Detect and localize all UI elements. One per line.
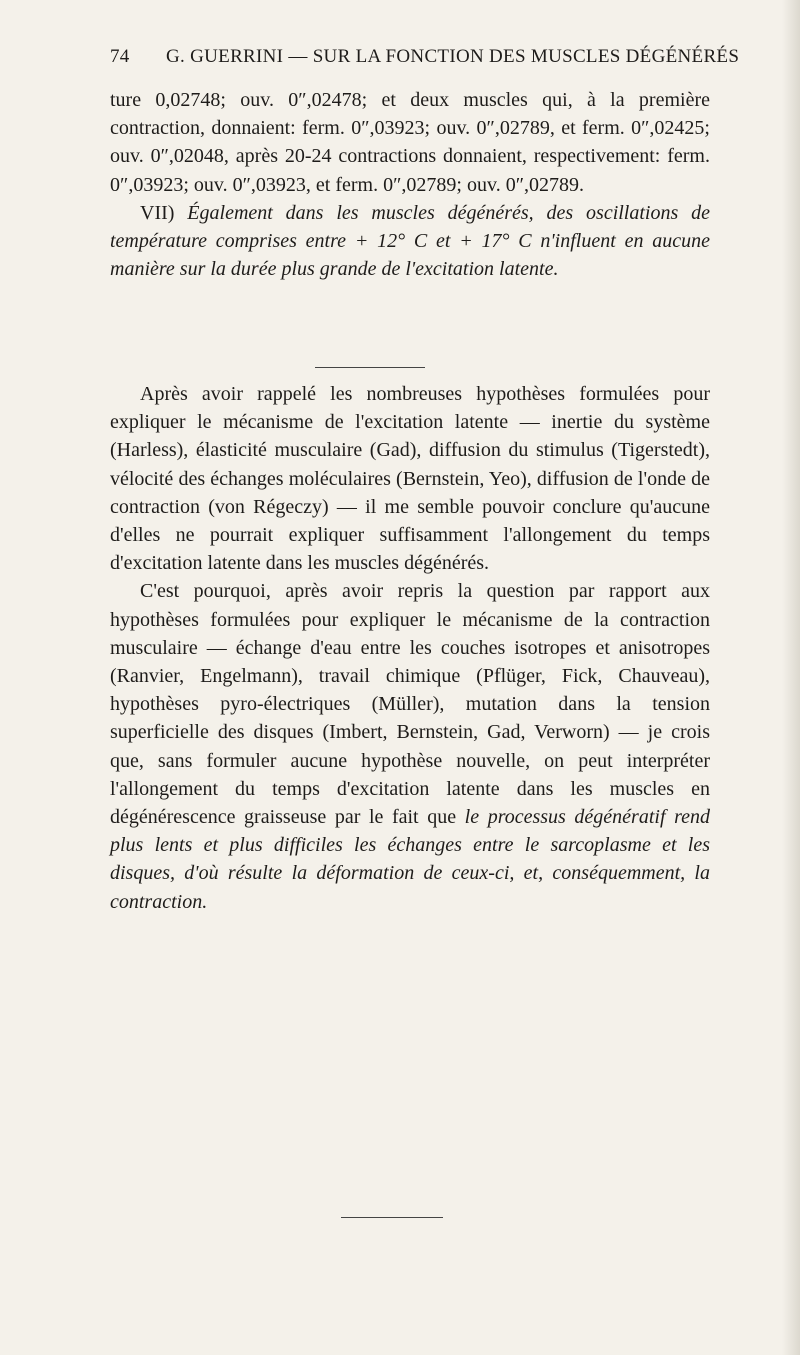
paragraph-continuation: ture 0,02748; ouv. 0″,02478; et deux muscles qui, à la première contraction, donnaient: ferm. 0″,03923; ouv. 0″,02789, et ferm. 0″,02425; ouv. 0″,02048, après 20-24 contractions donnaient, respectivement: ferm. 0″,03923; ouv. 0″,03923, et ferm. 0″,02789; ouv. 0″,02789. xyxy=(110,89,710,196)
body-text-top xyxy=(110,86,710,283)
paragraph-interpretation xyxy=(110,577,710,915)
body-text-discussion xyxy=(110,380,710,916)
interpretation-text: C'est pourquoi, après avoir repris la question par rapport aux hypothèses formulées pour expliquer le mécanisme de la contraction musculaire — échange d'eau entre les couches isotropes et anisotropes (Ranvier, Engelmann), travail chimique (Pflüger, Fick, Chauveau), hypothèses pyro-électriques (Müller), mutation dans la tension superficielle des disques (Imbert, Bernstein, Gad, Verworn) — je crois que, sans formuler aucune hypothèse nouvelle, on peut interpréter l'allongement du temps d'excitation latente dans les muscles en dégénérescence graisseuse par le fait que xyxy=(110,580,710,829)
item-number: VII) xyxy=(140,201,175,224)
conclusion-vii-text: Également dans les muscles dégénérés, des oscillations de température comprises entre + 12° C et + 17° C n'influent en aucune manière sur la durée plus grande de l'excitation latente. xyxy=(110,201,710,281)
end-divider xyxy=(341,1217,443,1218)
section-divider xyxy=(315,367,425,368)
page-edge-shadow xyxy=(782,0,800,1355)
running-title: G. GUERRINI — SUR LA FONCTION DES MUSCLES DÉGÉNÉRÉS xyxy=(166,46,740,67)
page-number: 74 xyxy=(110,46,130,67)
running-header xyxy=(110,46,740,68)
paragraph-conclusion-vii xyxy=(110,199,710,284)
interpretation-emphasis: le processus dégénératif rend plus lents et plus difficiles les échanges entre le sarcoplasme et les disques, d'où résulte la déformation de ceux-ci, et, conséquemment, la contraction. xyxy=(110,806,711,913)
paragraph-hypotheses: Après avoir rappelé les nombreuses hypothèses formulées pour expliquer le mécanisme de l'excitation latente — inertie du système (Harless), élasticité musculaire (Gad), diffusion du stimulus (Tigerstedt), vélocité des échanges moléculaires (Bernstein, Yeo), diffusion de l'onde de contraction (von Régeczy) — il me semble pouvoir conclure qu'aucune d'elles ne pourrait expliquer suffisamment l'allongement du temps d'excitation latente dans les muscles dégénérés. xyxy=(110,383,710,575)
